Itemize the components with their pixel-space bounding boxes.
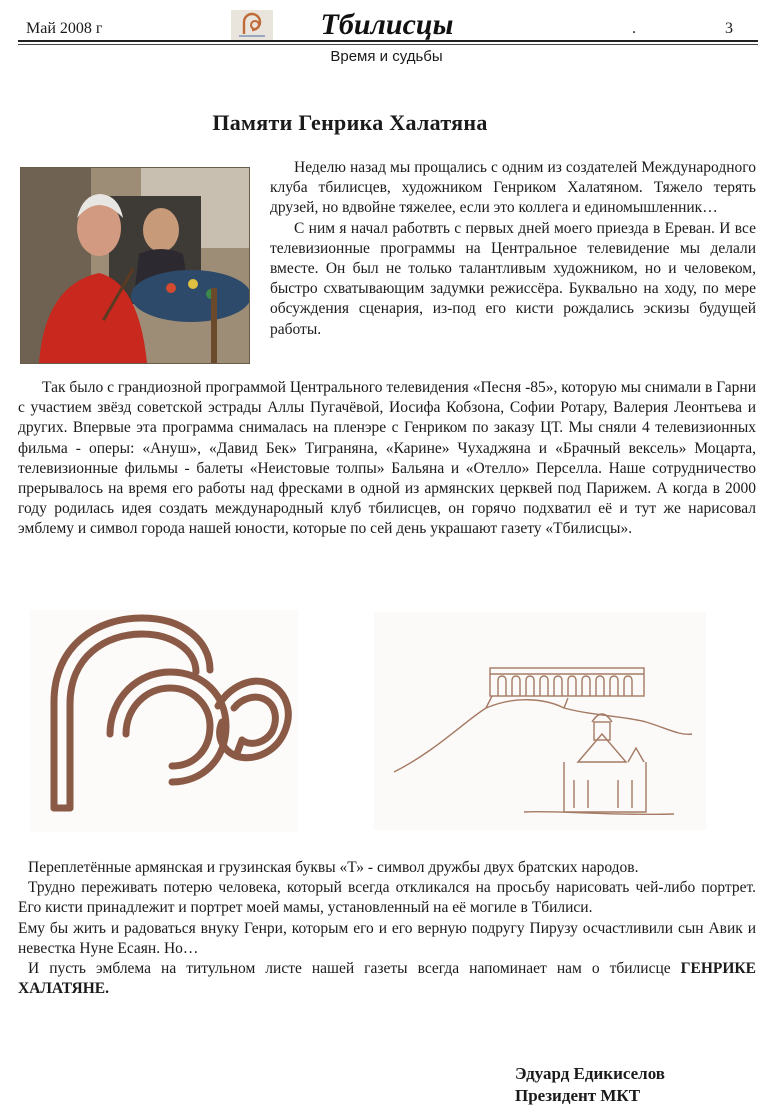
masthead-logo	[312, 6, 462, 40]
bottom-paragraph-1: Переплетённые армянская и грузинская буквы «Т» - символ дружбы двух братских народов.	[28, 859, 639, 876]
section-heading: Время и судьбы	[330, 48, 443, 65]
issue-date: Май 2008 г	[26, 20, 103, 37]
intro-paragraph-2: С ним я начал работвть с первых дней моего приезда в Ереван. И все телевизионные программы на Центральное телевидение мы делали вместе. Он был не только талантливым художником, но и человеком, быстро схватывающим задумки режиссёра. Буквально на ходу, по мере обсуждения сценария, из-под его кисти рождались эскизы будущей работы.	[270, 219, 756, 338]
main-text	[18, 378, 756, 540]
club-emblem-small	[231, 10, 273, 40]
page-number: 3	[725, 20, 733, 37]
header-rule	[18, 40, 758, 42]
bottom-paragraph-3: Ему бы жить и радоваться внуку Генри, которым его и его верную подругу Пирузу осчастливили сын Авик и невестка Нуне Есаян. Но…	[18, 919, 756, 957]
bottom-paragraph-2: Трудно переживать потерю человека, который всегда откликался на просьбу нарисовать чей-либо портрет. Его кисти принадлежит и портрет моей мамы, установленный на её могиле в Тбилиси.	[18, 879, 756, 917]
intro-text	[270, 158, 756, 340]
header-rule-thin	[18, 44, 758, 45]
author-name: Эдуард Едикиселов	[515, 1064, 665, 1083]
closing-name: ГЕНРИКЕ ХАЛАТЯНЕ.	[18, 960, 756, 998]
article-title: Памяти Генрика Халатяна	[212, 110, 488, 135]
artist-photo	[20, 167, 250, 364]
author-position: Президент МКТ	[515, 1086, 641, 1105]
header-dot: .	[632, 20, 636, 37]
bottom-text	[18, 858, 756, 999]
closing-paragraph	[18, 959, 756, 999]
closing-text: И пусть эмблема на титульном листе нашей газеты всегда напоминает нам о тбилисце	[28, 960, 671, 978]
emblem-drawing	[30, 610, 298, 832]
landmark-sketch	[374, 612, 706, 830]
main-paragraph: Так было с грандиозной программой Центрального телевидения «Песня -85», которую мы снимали в Гарни с участием звёзд советской эстрады Аллы Пугачёвой, Иосифа Кобзона, Софии Ротару, Валерия Леонтьева и других. Впервые эта программа снималась на пленэре с Генриком по заказу ЦТ. Мы сняли 4 телевизионных фильма - оперы: «Ануш», «Давид Бек» Тиграняна, «Карине» Чухаджяна и «Брачный вексель» Моцарта, телевизионные фильмы - балеты «Неистовые толпы» Бальяна и «Отелло» Перселла. Наше сотрудничество прерывалось на время его работы над фресками в одной из армянских церквей под Парижем. А когда в 2000 году родилась идея создать международный клуб тбилисцев, он горячо подхватил её и тут же нарисовал эмблему и символ города нашей юности, которые по сей день украшают газету «Тбилисцы».	[18, 379, 756, 538]
intro-paragraph-1: Неделю назад мы прощались с одним из создателей Международного клуба тбилисцев, художником Генриком Халатяном. Тяжело терять друзей, но вдвойне тяжелее, если это коллега и единомышленник…	[270, 159, 756, 217]
masthead-text: Тбилисцы	[320, 8, 454, 40]
